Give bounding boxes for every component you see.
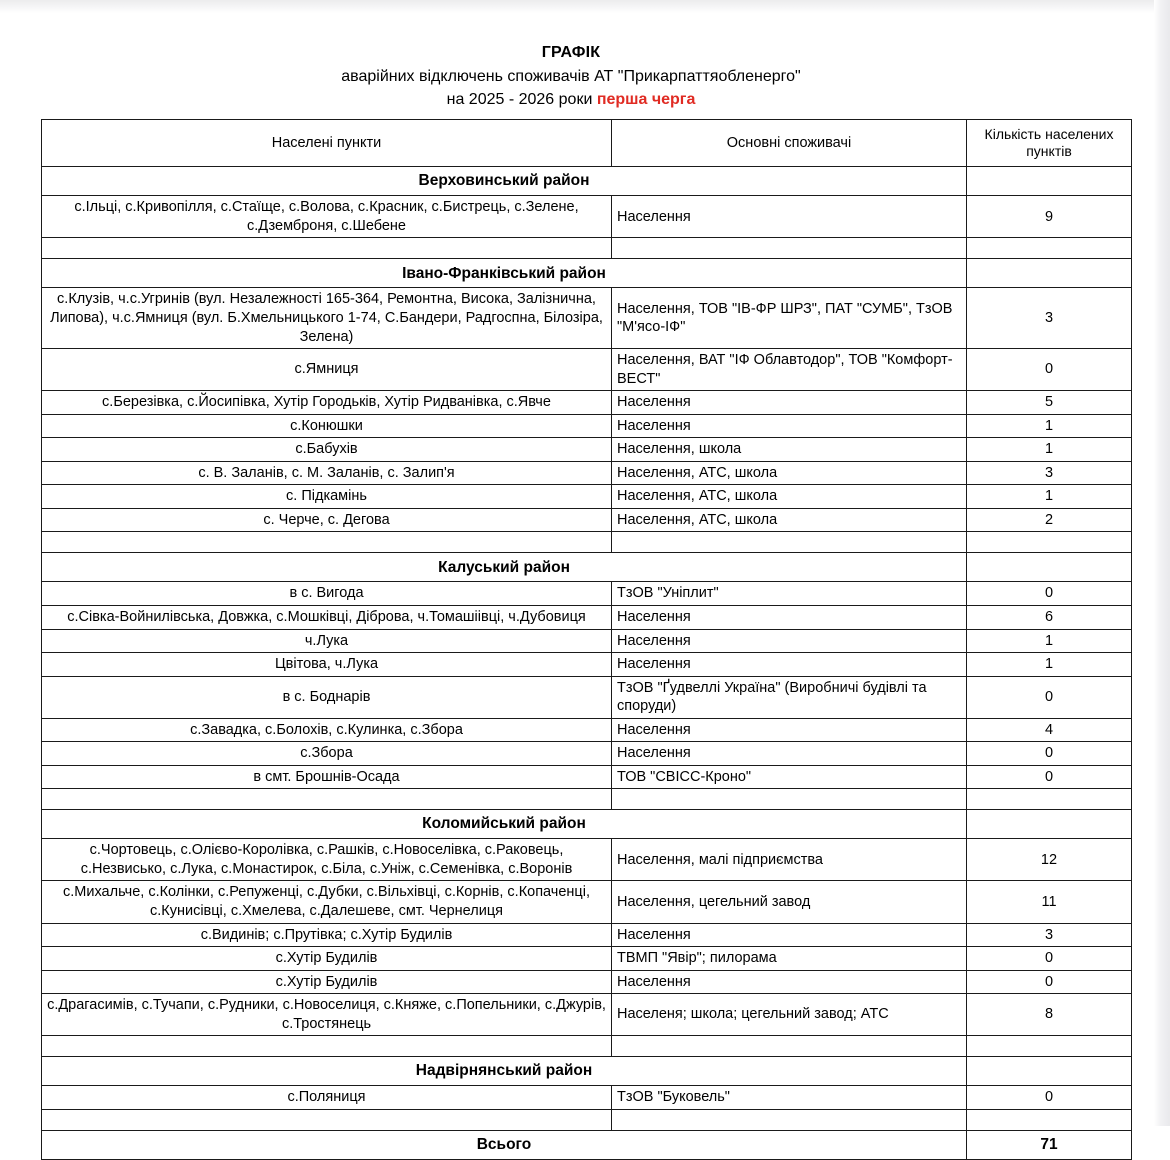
cell-places: с.Хутір Будилів — [42, 947, 612, 971]
spacer-cell — [612, 1109, 967, 1130]
district-header-row — [42, 553, 1132, 582]
title-period-text: на 2025 - 2026 роки — [446, 91, 597, 109]
table-row — [42, 994, 1132, 1036]
table-row — [42, 485, 1132, 509]
cell-count: 1 — [967, 438, 1132, 462]
table-row — [42, 349, 1132, 391]
table-row — [42, 391, 1132, 415]
district-header-row — [42, 810, 1132, 839]
cell-consumers: Населення, АТС, школа — [612, 461, 967, 485]
cell-consumers: Населення, цегельний завод — [612, 881, 967, 923]
table-row — [42, 461, 1132, 485]
cell-count: 8 — [967, 994, 1132, 1036]
cell-count: 0 — [967, 1086, 1132, 1110]
cell-count: 3 — [967, 288, 1132, 349]
cell-places: в смт. Брошнів-Осада — [42, 765, 612, 789]
table-row — [42, 765, 1132, 789]
cell-consumers: Населення — [612, 923, 967, 947]
cell-count: 1 — [967, 653, 1132, 677]
table-row — [42, 947, 1132, 971]
spacer-row — [42, 789, 1132, 810]
cell-count: 1 — [967, 485, 1132, 509]
table-row — [42, 605, 1132, 629]
district-header-row — [42, 259, 1132, 288]
cell-consumers: Населення — [612, 629, 967, 653]
cell-consumers: ТзОВ "Ґудвеллі Україна" (Виробничі будівлі та споруди) — [612, 676, 967, 718]
table-row — [42, 653, 1132, 677]
district-header-row — [42, 1057, 1132, 1086]
cell-places: в с. Боднарів — [42, 676, 612, 718]
spacer-cell — [967, 238, 1132, 259]
cell-count: 5 — [967, 391, 1132, 415]
column-header-count: Кількість населених пунктів — [967, 120, 1132, 167]
spacer-cell — [42, 1109, 612, 1130]
cell-count: 9 — [967, 196, 1132, 238]
table-row — [42, 1086, 1132, 1110]
cell-count: 1 — [967, 414, 1132, 438]
cell-consumers: Населення — [612, 742, 967, 766]
spacer-cell — [967, 1036, 1132, 1057]
total-count: 71 — [967, 1130, 1132, 1159]
cell-consumers: ТзОВ "Буковель" — [612, 1086, 967, 1110]
cell-places: с. Підкамінь — [42, 485, 612, 509]
table-row — [42, 881, 1132, 923]
cell-consumers: Населення — [612, 196, 967, 238]
table-body — [42, 167, 1132, 1160]
cell-places: с.Сівка-Войнилівська, Довжка, с.Мошківці, Діброва, ч.Томашіівці, ч.Дубовиця — [42, 605, 612, 629]
table-row — [42, 923, 1132, 947]
spacer-cell — [612, 1036, 967, 1057]
table-row — [42, 196, 1132, 238]
cell-consumers: Населення — [612, 653, 967, 677]
spacer-cell — [42, 532, 612, 553]
spacer-cell — [42, 1036, 612, 1057]
cell-places: с.Поляниця — [42, 1086, 612, 1110]
cell-consumers: Населення — [612, 605, 967, 629]
district-count-cell — [967, 167, 1132, 196]
cell-places: Цвітова, ч.Лука — [42, 653, 612, 677]
spacer-row — [42, 1109, 1132, 1130]
spacer-row — [42, 238, 1132, 259]
cell-places: с. В. Заланів, с. М. Заланів, с. Залип'я — [42, 461, 612, 485]
title-main: ГРАФІК — [541, 44, 601, 61]
cell-places: с.Клузів, ч.с.Угринів (вул. Незалежності 165-364, Ремонтна, Висока, Залізнична, Липова), ч.с.Ямниця (вул. Б.Хмельницького 1-74, С.Бандери, Радгоспна, Білозіра, Зелена) — [42, 288, 612, 349]
spacer-cell — [967, 1109, 1132, 1130]
cell-consumers: ТзОВ "Уніплит" — [612, 582, 967, 606]
cell-count: 0 — [967, 742, 1132, 766]
total-row — [42, 1130, 1132, 1159]
cell-places: с.Видинів; с.Прутівка; с.Хутір Будилів — [42, 923, 612, 947]
cell-places: ч.Лука — [42, 629, 612, 653]
cell-places: с.Березівка, с.Йосипівка, Хутір Городьків, Хутір Ридванівка, с.Явче — [42, 391, 612, 415]
cell-count: 0 — [967, 582, 1132, 606]
cell-count: 11 — [967, 881, 1132, 923]
cell-count: 0 — [967, 349, 1132, 391]
cell-places: с. Черче, с. Дегова — [42, 508, 612, 532]
cell-count: 1 — [967, 629, 1132, 653]
page-right-edge — [1154, 0, 1170, 1126]
cell-count: 12 — [967, 839, 1132, 881]
table-row — [42, 582, 1132, 606]
spacer-row — [42, 1036, 1132, 1057]
queue-badge: перша черга — [596, 91, 696, 109]
district-name: Верховинський район — [42, 167, 967, 196]
cell-consumers: Населення — [612, 718, 967, 742]
cell-places: с.Чортовець, с.Олієво-Королівка, с.Рашків, с.Новоселівка, с.Раковець, с.Незвисько, с.Лука, с.Монастирок, с.Біла, с.Уніж, с.Семенівка, с.Воронів — [42, 839, 612, 881]
table-head — [42, 120, 1132, 167]
cell-count: 0 — [967, 970, 1132, 994]
cell-count: 0 — [967, 947, 1132, 971]
cell-places: с.Ільці, с.Кривопілля, с.Стаїще, с.Волова, с.Красник, с.Бистрець, с.Зелене, с.Дземброня, с.Шебене — [42, 196, 612, 238]
cell-count: 4 — [967, 718, 1132, 742]
cell-places: в с. Вигода — [42, 582, 612, 606]
spacer-cell — [612, 238, 967, 259]
spacer-cell — [967, 532, 1132, 553]
cell-count: 2 — [967, 508, 1132, 532]
table-row — [42, 970, 1132, 994]
cell-consumers: Населення — [612, 391, 967, 415]
cell-consumers: Населення, АТС, школа — [612, 485, 967, 509]
column-header-places: Населені пункти — [42, 120, 612, 167]
cell-consumers: Населення, ТОВ "ІВ-ФР ШРЗ", ПАТ "СУМБ", ТзОВ "М'ясо-ІФ" — [612, 288, 967, 349]
district-name: Коломийський район — [42, 810, 967, 839]
cell-places: с.Збора — [42, 742, 612, 766]
table-row — [42, 839, 1132, 881]
table-row — [42, 438, 1132, 462]
cell-consumers: Населення, ВАТ "ІФ Облавтодор", ТОВ "Комфорт-ВЕСТ" — [612, 349, 967, 391]
table-row — [42, 629, 1132, 653]
cell-consumers: ТОВ "СВІСС-Кроно" — [612, 765, 967, 789]
table-header-row — [42, 120, 1132, 167]
spacer-cell — [42, 238, 612, 259]
cell-consumers: Населення — [612, 970, 967, 994]
district-header-row — [42, 167, 1132, 196]
document-title-block — [0, 0, 1142, 110]
table-row — [42, 676, 1132, 718]
table-row — [42, 288, 1132, 349]
cell-consumers: Населення, школа — [612, 438, 967, 462]
cell-consumers: Населення, АТС, школа — [612, 508, 967, 532]
cell-count: 0 — [967, 765, 1132, 789]
cell-consumers: ТВМП "Явір"; пилорама — [612, 947, 967, 971]
cell-places: с.Завадка, с.Болохів, с.Кулинка, с.Збора — [42, 718, 612, 742]
district-count-cell — [967, 553, 1132, 582]
cell-consumers: Населення — [612, 414, 967, 438]
district-count-cell — [967, 810, 1132, 839]
cell-count: 0 — [967, 676, 1132, 718]
cell-places: с.Ямниця — [42, 349, 612, 391]
district-name: Надвірнянський район — [42, 1057, 967, 1086]
cell-consumers: Населеня; школа; цегельний завод; АТС — [612, 994, 967, 1036]
district-name: Івано-Франківський район — [42, 259, 967, 288]
cell-consumers: Населення, малі підприємства — [612, 839, 967, 881]
title-subtitle: аварійних відключень споживачів АТ "Прикарпаттяобленерго" — [341, 68, 801, 86]
table-row — [42, 742, 1132, 766]
outage-schedule-table — [41, 119, 1132, 1160]
spacer-row — [42, 532, 1132, 553]
table-row — [42, 414, 1132, 438]
cell-places: с.Бабухів — [42, 438, 612, 462]
cell-count: 6 — [967, 605, 1132, 629]
cell-places: с.Хутір Будилів — [42, 970, 612, 994]
table-row — [42, 508, 1132, 532]
table-row — [42, 718, 1132, 742]
cell-count: 3 — [967, 923, 1132, 947]
district-count-cell — [967, 259, 1132, 288]
cell-places: с.Конюшки — [42, 414, 612, 438]
district-count-cell — [967, 1057, 1132, 1086]
column-header-consumers: Основні споживачі — [612, 120, 967, 167]
spacer-cell — [42, 789, 612, 810]
spacer-cell — [967, 789, 1132, 810]
spacer-cell — [612, 532, 967, 553]
cell-count: 3 — [967, 461, 1132, 485]
title-period-line — [0, 89, 1142, 110]
cell-places: с.Михальче, с.Колінки, с.Репуженці, с.Дубки, с.Вільхівці, с.Корнів, с.Копаченці, с.Кунисівці, с.Хмелева, с.Далешеве, смт. Чернелиця — [42, 881, 612, 923]
cell-places: с.Драгасимів, с.Тучапи, с.Рудники, с.Новоселиця, с.Княже, с.Попельники, с.Джурів, с.Тростянець — [42, 994, 612, 1036]
spacer-cell — [612, 789, 967, 810]
district-name: Калуський район — [42, 553, 967, 582]
total-label: Всього — [42, 1130, 967, 1159]
